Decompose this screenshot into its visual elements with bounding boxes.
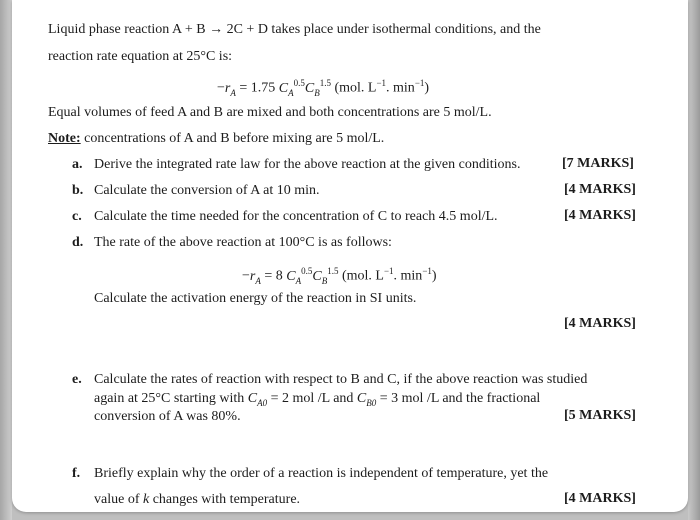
question-a-text: Derive the integrated rate law for the above reaction at the given conditions.: [94, 157, 521, 172]
left-edge: [0, 0, 12, 520]
question-f-marks: [4 MARKS]: [564, 491, 636, 506]
question-f-label: f.: [72, 466, 81, 481]
note-text: concentrations of A and B before mixing are 5 mol/L.: [80, 131, 385, 146]
question-d-label: d.: [72, 235, 84, 250]
right-edge: [688, 0, 700, 520]
question-c-label: c.: [72, 209, 82, 224]
question-b-label: b.: [72, 183, 84, 198]
rate-equation-25c: $-r_A = 1.75$ $C_A^{0.5}C_B^{1.5}$ (mol. $L^{-1}$. $\min^{-1}$): [217, 78, 430, 98]
question-b-text: Calculate the conversion of A at 10 min.: [94, 183, 320, 198]
intro-line-2: reaction rate equation at 25°C is:: [48, 49, 233, 64]
note-line: [48, 130, 384, 148]
rate-equation-100c: $-r_A = 8$ $C_A^{0.5}C_B^{1.5}$ (mol. $L^{-1}$. $\min^{-1}$): [242, 266, 437, 286]
question-d-text-2: Calculate the activation energy of the reaction in SI units.: [94, 291, 417, 306]
question-f-line-1: Briefly explain why the order of a reaction is independent of temperature, yet the: [94, 466, 549, 481]
question-e-line-2: again at 25°C starting with $C_{A0} = 2$ mol /L and $C_{B0} = 3$ mol /L and the fractional: [94, 391, 541, 408]
document-page: [12, 0, 688, 512]
question-c-marks: [4 MARKS]: [564, 208, 636, 223]
intro-line-1: Liquid phase reaction A + B → 2C + D takes place under isothermal conditions, and the: [48, 22, 541, 37]
question-a-marks: [7 MARKS]: [562, 156, 634, 171]
equal-volumes-line: Equal volumes of feed A and B are mixed and both concentrations are 5 mol/L.: [48, 105, 492, 120]
question-e-line-1: Calculate the rates of reaction with respect to B and C, if the above reaction was studied: [94, 372, 588, 387]
question-f-line-2: value of k changes with temperature.: [94, 492, 301, 507]
question-a-label: a.: [72, 157, 83, 172]
question-e-marks: [5 MARKS]: [564, 408, 636, 423]
question-d-text: The rate of the above reaction at 100°C is as follows:: [94, 235, 392, 250]
question-e-line-3: conversion of A was 80%.: [94, 409, 241, 424]
note-label: Note:: [48, 131, 81, 146]
question-e-label: e.: [72, 372, 82, 387]
question-d-marks: [4 MARKS]: [564, 316, 636, 331]
question-b-marks: [4 MARKS]: [564, 182, 636, 197]
question-c-text: Calculate the time needed for the concentration of C to reach 4.5 mol/L.: [94, 209, 498, 224]
